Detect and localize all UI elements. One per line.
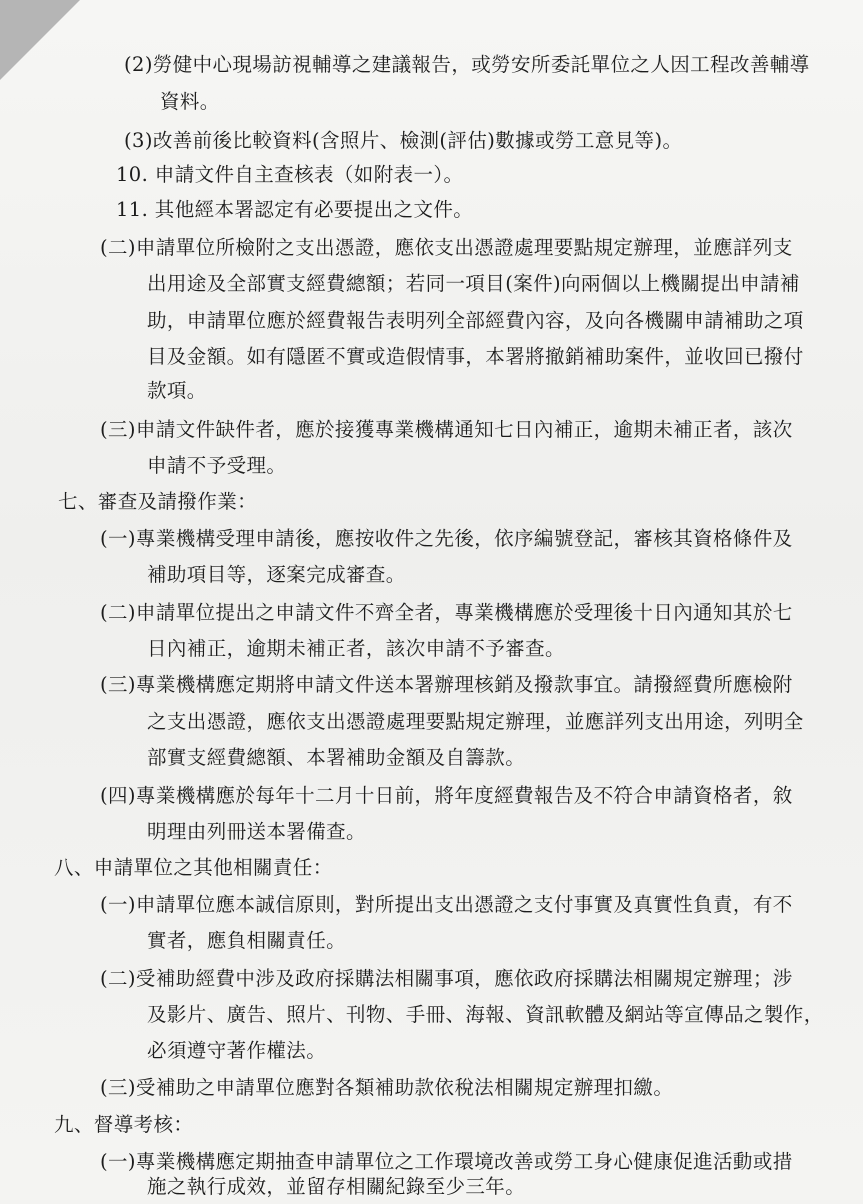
text-line-14: (一)專業機構受理申請後，應按收件之先後，依序編號登記，審核其資格條件及 xyxy=(100,527,793,550)
text-line-6: (二)申請單位所檢附之支出憑證，應依支出憑證處理要點規定辦理，並應詳列支 xyxy=(100,236,793,259)
section-heading-9: 九、督導考核： xyxy=(54,1113,194,1136)
text-line-16: (二)申請單位提出之申請文件不齊全者，專業機構應於受理後十日內通知其於七 xyxy=(100,601,793,624)
text-line-28: 必須遵守著作權法。 xyxy=(147,1039,327,1062)
text-line-20: 部實支經費總額、本署補助金額及自籌款。 xyxy=(147,746,526,769)
folded-corner xyxy=(0,0,80,80)
text-line-27: 及影片、廣告、照片、刊物、手冊、海報、資訊軟體及網站等宣傳品之製作， xyxy=(147,1003,824,1026)
text-line-24: (一)申請單位應本誠信原則，對所提出支出憑證之支付事實及真實性負責，有不 xyxy=(100,893,793,916)
text-line-29: (三)受補助之申請單位應對各類補助款依稅法相關規定辦理扣繳。 xyxy=(100,1076,674,1099)
text-line-19: 之支出憑證，應依支出憑證處理要點規定辦理，並應詳列支出用途，列明全 xyxy=(147,710,804,733)
text-line-11: (三)申請文件缺件者，應於接獲專業機構通知七日內補正，逾期未補正者，該次 xyxy=(100,418,793,441)
text-line-21: (四)專業機構應於每年十二月十日前，將年度經費報告及不符合申請資格者，敘 xyxy=(100,784,793,807)
text-line-32: 施之執行成效，並留存相關紀錄至少三年。 xyxy=(147,1175,526,1198)
text-line-1: (2)勞健中心現場訪視輔導之建議報告，或勞安所委託單位之人因工程改善輔導 xyxy=(124,53,810,76)
text-line-31: (一)專業機構應定期抽查申請單位之工作環境改善或勞工身心健康促進活動或措 xyxy=(100,1150,793,1173)
text-line-9: 目及金額。如有隱匿不實或造假情事，本署將撤銷補助案件，並收回已撥付 xyxy=(147,345,804,368)
text-line-2: 資料。 xyxy=(160,90,220,113)
text-line-15: 補助項目等，逐案完成審查。 xyxy=(147,563,406,586)
text-line-5: 11. 其他經本署認定有必要提出之文件。 xyxy=(116,198,474,221)
text-line-12: 申請不予受理。 xyxy=(147,454,287,477)
section-heading-8: 八、申請單位之其他相關責任： xyxy=(54,856,333,879)
text-line-8: 助，申請單位應於經費報告表明列全部經費內容，及向各機關申請補助之項 xyxy=(147,309,804,332)
text-line-7: 出用途及全部實支經費總額；若同一項目(案件)向兩個以上機關提出申請補 xyxy=(147,272,800,295)
text-line-22: 明理由列冊送本署備查。 xyxy=(147,820,366,843)
text-line-10: 款項。 xyxy=(147,379,207,402)
section-heading-7: 七、審查及請撥作業： xyxy=(58,490,258,513)
text-line-18: (三)專業機構應定期將申請文件送本署辦理核銷及撥款事宜。請撥經費所應檢附 xyxy=(100,673,793,696)
text-line-3: (3)改善前後比較資料(含照片、檢測(評估)數據或勞工意見等)。 xyxy=(124,129,683,152)
text-line-26: (二)受補助經費中涉及政府採購法相關事項，應依政府採購法相關規定辦理；涉 xyxy=(100,967,793,990)
text-line-17: 日內補正，逾期未補正者，該次申請不予審查。 xyxy=(147,637,565,660)
text-line-4: 10. 申請文件自主查核表（如附表一）。 xyxy=(116,163,464,186)
text-line-25: 實者，應負相關責任。 xyxy=(147,929,347,952)
